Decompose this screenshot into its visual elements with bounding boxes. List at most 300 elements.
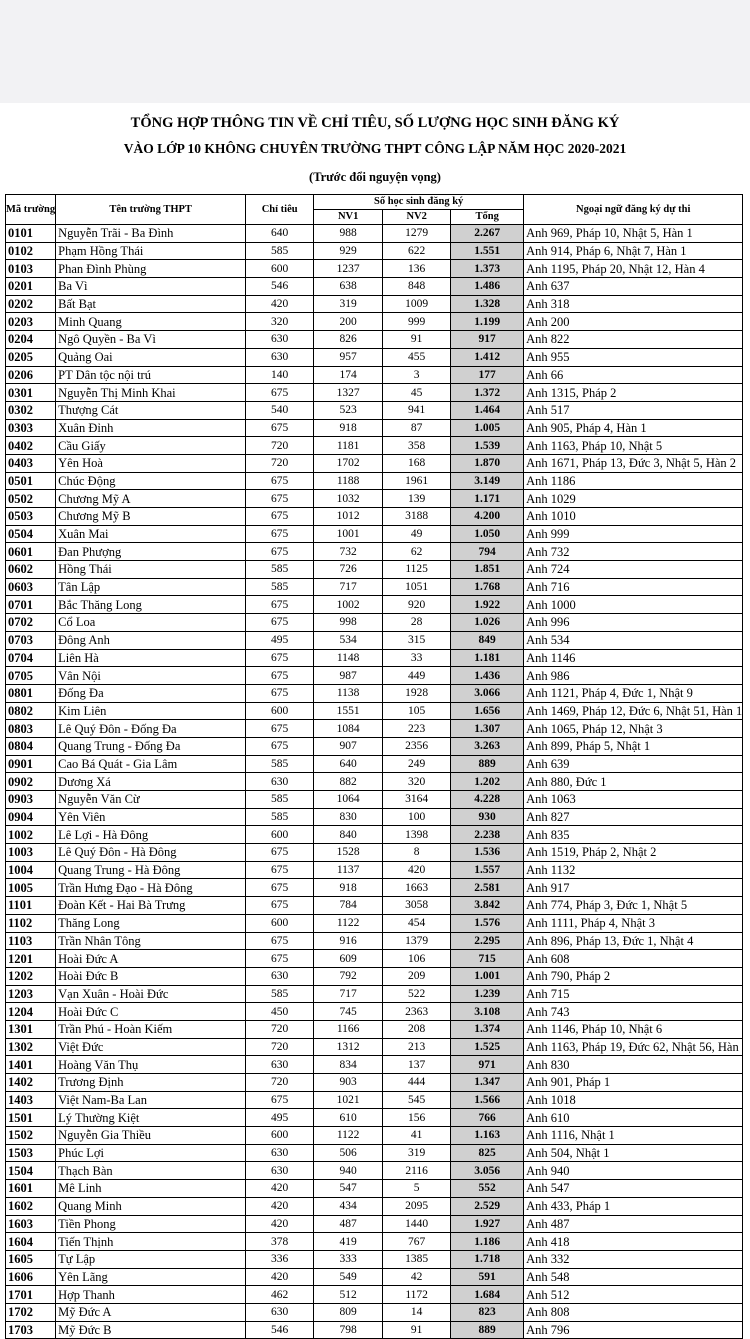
quota-value: 675	[246, 950, 314, 968]
nv2-value: 208	[383, 1020, 451, 1038]
nv2-value: 106	[383, 950, 451, 968]
enrollment-table	[5, 194, 743, 1339]
total-value: 552	[451, 1180, 524, 1198]
school-name: Đoàn Kết - Hai Bà Trưng	[56, 897, 246, 915]
nv1-value: 987	[314, 667, 383, 685]
table-row	[6, 1109, 743, 1127]
nv2-value: 2116	[383, 1162, 451, 1180]
total-value: 2.529	[451, 1197, 524, 1215]
nv1-value: 200	[314, 313, 383, 331]
nv2-value: 136	[383, 260, 451, 278]
school-name: Chúc Động	[56, 472, 246, 490]
table-row	[6, 578, 743, 596]
school-code: 0701	[6, 596, 56, 614]
school-name: Thăng Long	[56, 914, 246, 932]
school-code: 1606	[6, 1268, 56, 1286]
school-code: 0703	[6, 631, 56, 649]
school-name: Lê Quý Đôn - Hà Đông	[56, 844, 246, 862]
school-name: Tiến Thịnh	[56, 1233, 246, 1251]
school-code: 1204	[6, 1003, 56, 1021]
table-row	[6, 348, 743, 366]
school-code: 0303	[6, 419, 56, 437]
school-code: 1101	[6, 897, 56, 915]
language-value: Anh 608	[524, 950, 743, 968]
total-value: 1.551	[451, 242, 524, 260]
table-row	[6, 225, 743, 243]
school-code: 1403	[6, 1091, 56, 1109]
school-name: Yên Viên	[56, 808, 246, 826]
nv1-value: 882	[314, 773, 383, 791]
quota-value: 675	[246, 543, 314, 561]
nv1-value: 918	[314, 419, 383, 437]
quota-value: 585	[246, 791, 314, 809]
nv2-value: 3058	[383, 897, 451, 915]
language-value: Anh 830	[524, 1056, 743, 1074]
school-code: 1004	[6, 861, 56, 879]
nv2-value: 319	[383, 1144, 451, 1162]
school-code: 0702	[6, 614, 56, 632]
table-row	[6, 384, 743, 402]
quota-value: 675	[246, 897, 314, 915]
table-row	[6, 967, 743, 985]
table-row	[6, 419, 743, 437]
quota-value: 675	[246, 384, 314, 402]
school-name: Trương Định	[56, 1074, 246, 1092]
total-value: 849	[451, 631, 524, 649]
quota-value: 420	[246, 1268, 314, 1286]
language-value: Anh 743	[524, 1003, 743, 1021]
nv1-value: 1064	[314, 791, 383, 809]
language-value: Anh 512	[524, 1286, 743, 1304]
total-value: 1.870	[451, 454, 524, 472]
school-code: 0102	[6, 242, 56, 260]
school-name: Nguyễn Văn Cừ	[56, 791, 246, 809]
nv1-value: 1237	[314, 260, 383, 278]
quota-value: 675	[246, 614, 314, 632]
nv2-value: 315	[383, 631, 451, 649]
total-value: 930	[451, 808, 524, 826]
language-value: Anh 1671, Pháp 13, Đức 3, Nhật 5, Hàn 2	[524, 454, 743, 472]
school-name: Đông Anh	[56, 631, 246, 649]
nv2-value: 545	[383, 1091, 451, 1109]
language-value: Anh 1029	[524, 490, 743, 508]
language-value: Anh 1010	[524, 508, 743, 526]
nv1-value: 534	[314, 631, 383, 649]
school-name: Quang Trung - Đống Đa	[56, 737, 246, 755]
nv1-value: 1312	[314, 1038, 383, 1056]
quota-value: 675	[246, 737, 314, 755]
nv2-value: 45	[383, 384, 451, 402]
language-value: Anh 914, Pháp 6, Nhật 7, Hàn 1	[524, 242, 743, 260]
language-value: Anh 637	[524, 278, 743, 296]
language-value: Anh 504, Nhật 1	[524, 1144, 743, 1162]
nv2-value: 2356	[383, 737, 451, 755]
nv1-value: 792	[314, 967, 383, 985]
quota-value: 675	[246, 508, 314, 526]
language-value: Anh 724	[524, 561, 743, 579]
school-name: Bắc Thăng Long	[56, 596, 246, 614]
nv2-value: 3	[383, 366, 451, 384]
school-name: Mê Linh	[56, 1180, 246, 1198]
table-row	[6, 684, 743, 702]
nv2-value: 522	[383, 985, 451, 1003]
nv1-value: 903	[314, 1074, 383, 1092]
document-subtitle: (Trước đổi nguyện vọng)	[309, 170, 441, 184]
nv1-value: 547	[314, 1180, 383, 1198]
quota-value: 630	[246, 331, 314, 349]
top-bar	[0, 0, 750, 103]
school-name: Xuân Mai	[56, 525, 246, 543]
school-name: Trần Nhân Tông	[56, 932, 246, 950]
nv1-value: 1122	[314, 914, 383, 932]
total-value: 715	[451, 950, 524, 968]
school-code: 0602	[6, 561, 56, 579]
nv2-value: 455	[383, 348, 451, 366]
school-code: 1003	[6, 844, 56, 862]
school-name: Minh Quang	[56, 313, 246, 331]
nv2-value: 62	[383, 543, 451, 561]
total-value: 1.525	[451, 1038, 524, 1056]
nv1-value: 809	[314, 1303, 383, 1321]
nv1-value: 830	[314, 808, 383, 826]
table-row	[6, 1303, 743, 1321]
header-nv1: NV1	[314, 210, 383, 225]
table-row	[6, 1286, 743, 1304]
school-code: 1501	[6, 1109, 56, 1127]
quota-value: 495	[246, 1109, 314, 1127]
total-value: 766	[451, 1109, 524, 1127]
table-row	[6, 950, 743, 968]
nv1-value: 840	[314, 826, 383, 844]
nv2-value: 168	[383, 454, 451, 472]
nv1-value: 1001	[314, 525, 383, 543]
total-value: 1.436	[451, 667, 524, 685]
school-code: 0801	[6, 684, 56, 702]
total-value: 1.486	[451, 278, 524, 296]
nv2-value: 3188	[383, 508, 451, 526]
school-code: 0603	[6, 578, 56, 596]
language-value: Anh 901, Pháp 1	[524, 1074, 743, 1092]
language-value: Anh 534	[524, 631, 743, 649]
nv1-value: 907	[314, 737, 383, 755]
school-name: Dương Xá	[56, 773, 246, 791]
quota-value: 140	[246, 366, 314, 384]
nv2-value: 28	[383, 614, 451, 632]
nv2-value: 449	[383, 667, 451, 685]
total-value: 4.228	[451, 791, 524, 809]
quota-value: 420	[246, 1197, 314, 1215]
quota-value: 420	[246, 295, 314, 313]
school-name: Đan Phượng	[56, 543, 246, 561]
school-name: Tự Lập	[56, 1250, 246, 1268]
school-name: Ba Vì	[56, 278, 246, 296]
table-row	[6, 331, 743, 349]
school-code: 0501	[6, 472, 56, 490]
language-value: Anh 996	[524, 614, 743, 632]
table-row	[6, 1091, 743, 1109]
nv2-value: 249	[383, 755, 451, 773]
school-code: 1605	[6, 1250, 56, 1268]
table-row	[6, 702, 743, 720]
total-value: 591	[451, 1268, 524, 1286]
table-row	[6, 525, 743, 543]
nv1-value: 834	[314, 1056, 383, 1074]
school-name: Trần Phú - Hoàn Kiếm	[56, 1020, 246, 1038]
nv2-value: 156	[383, 1109, 451, 1127]
school-code: 1402	[6, 1074, 56, 1092]
table-row	[6, 1056, 743, 1074]
total-value: 1.199	[451, 313, 524, 331]
school-name: Phúc Lợi	[56, 1144, 246, 1162]
school-name: Quang Minh	[56, 1197, 246, 1215]
quota-value: 675	[246, 1091, 314, 1109]
total-value: 1.922	[451, 596, 524, 614]
total-value: 2.267	[451, 225, 524, 243]
school-code: 1102	[6, 914, 56, 932]
language-value: Anh 1195, Pháp 20, Nhật 12, Hàn 4	[524, 260, 743, 278]
nv2-value: 2363	[383, 1003, 451, 1021]
quota-value: 585	[246, 808, 314, 826]
total-value: 1.347	[451, 1074, 524, 1092]
school-code: 0504	[6, 525, 56, 543]
school-code: 0402	[6, 437, 56, 455]
school-code: 0803	[6, 720, 56, 738]
table-row	[6, 791, 743, 809]
quota-value: 600	[246, 826, 314, 844]
language-value: Anh 1469, Pháp 12, Đức 6, Nhật 51, Hàn 1	[524, 702, 743, 720]
table-row	[6, 720, 743, 738]
table-row	[6, 260, 743, 278]
table-row	[6, 737, 743, 755]
nv2-value: 105	[383, 702, 451, 720]
quota-value: 600	[246, 914, 314, 932]
quota-value: 462	[246, 1286, 314, 1304]
total-value: 1.464	[451, 401, 524, 419]
nv2-value: 2095	[383, 1197, 451, 1215]
table-row	[6, 454, 743, 472]
quota-value: 675	[246, 932, 314, 950]
table-row	[6, 242, 743, 260]
total-value: 823	[451, 1303, 524, 1321]
table-row	[6, 366, 743, 384]
table-row	[6, 1321, 743, 1339]
quota-value: 450	[246, 1003, 314, 1021]
table-row	[6, 1197, 743, 1215]
nv1-value: 610	[314, 1109, 383, 1127]
quota-value: 540	[246, 401, 314, 419]
table-row	[6, 985, 743, 1003]
header-code: Mã trường	[6, 195, 56, 225]
nv1-value: 549	[314, 1268, 383, 1286]
nv1-value: 1032	[314, 490, 383, 508]
quota-value: 720	[246, 1038, 314, 1056]
nv1-value: 1137	[314, 861, 383, 879]
quota-value: 336	[246, 1250, 314, 1268]
quota-value: 585	[246, 578, 314, 596]
quota-value: 675	[246, 490, 314, 508]
total-value: 1.768	[451, 578, 524, 596]
school-code: 1503	[6, 1144, 56, 1162]
school-name: Yên Hoà	[56, 454, 246, 472]
school-code: 1201	[6, 950, 56, 968]
nv1-value: 826	[314, 331, 383, 349]
nv2-value: 91	[383, 1321, 451, 1339]
language-value: Anh 547	[524, 1180, 743, 1198]
nv2-value: 33	[383, 649, 451, 667]
school-code: 0901	[6, 755, 56, 773]
quota-value: 640	[246, 225, 314, 243]
language-value: Anh 790, Pháp 2	[524, 967, 743, 985]
total-value: 1.181	[451, 649, 524, 667]
language-value: Anh 332	[524, 1250, 743, 1268]
nv1-value: 1528	[314, 844, 383, 862]
total-value: 3.263	[451, 737, 524, 755]
quota-value: 675	[246, 844, 314, 862]
table-row	[6, 278, 743, 296]
school-name: Hợp Thanh	[56, 1286, 246, 1304]
quota-value: 600	[246, 1127, 314, 1145]
table-row	[6, 1268, 743, 1286]
language-value: Anh 318	[524, 295, 743, 313]
table-row	[6, 879, 743, 897]
language-value: Anh 796	[524, 1321, 743, 1339]
table-row	[6, 914, 743, 932]
quota-value: 585	[246, 242, 314, 260]
language-value: Anh 1000	[524, 596, 743, 614]
school-name: Cao Bá Quát - Gia Lâm	[56, 755, 246, 773]
language-value: Anh 835	[524, 826, 743, 844]
school-name: Nguyễn Trãi - Ba Đình	[56, 225, 246, 243]
quota-value: 675	[246, 684, 314, 702]
school-code: 0904	[6, 808, 56, 826]
language-value: Anh 827	[524, 808, 743, 826]
document-title-line-2: VÀO LỚP 10 KHÔNG CHUYÊN TRƯỜNG THPT CÔNG LẬP NĂM HỌC 2020-2021	[123, 141, 627, 156]
school-name: Thạch Bàn	[56, 1162, 246, 1180]
school-name: Lê Quý Đôn - Đống Đa	[56, 720, 246, 738]
school-name: Mỹ Đức B	[56, 1321, 246, 1339]
school-code: 1002	[6, 826, 56, 844]
school-name: Trần Hưng Đạo - Hà Đông	[56, 879, 246, 897]
total-value: 3.149	[451, 472, 524, 490]
school-name: Chương Mỹ A	[56, 490, 246, 508]
table-row	[6, 596, 743, 614]
total-value: 2.238	[451, 826, 524, 844]
header-school-name: Tên trường THPT	[56, 195, 246, 225]
nv2-value: 1172	[383, 1286, 451, 1304]
quota-value: 675	[246, 419, 314, 437]
nv2-value: 1051	[383, 578, 451, 596]
language-value: Anh 487	[524, 1215, 743, 1233]
nv1-value: 1188	[314, 472, 383, 490]
total-value: 2.581	[451, 879, 524, 897]
nv2-value: 767	[383, 1233, 451, 1251]
table-row	[6, 1180, 743, 1198]
school-name: Lê Lợi - Hà Đông	[56, 826, 246, 844]
language-value: Anh 896, Pháp 13, Đức 1, Nhật 4	[524, 932, 743, 950]
language-value: Anh 1065, Pháp 12, Nhật 3	[524, 720, 743, 738]
school-code: 0206	[6, 366, 56, 384]
nv2-value: 358	[383, 437, 451, 455]
table-row	[6, 437, 743, 455]
table-row	[6, 1162, 743, 1180]
nv1-value: 1702	[314, 454, 383, 472]
language-value: Anh 1163, Pháp 10, Nhật 5	[524, 437, 743, 455]
header-total: Tổng	[451, 210, 524, 225]
total-value: 1.374	[451, 1020, 524, 1038]
total-value: 1.412	[451, 348, 524, 366]
total-value: 1.684	[451, 1286, 524, 1304]
total-value: 1.656	[451, 702, 524, 720]
table-row	[6, 1250, 743, 1268]
quota-value: 675	[246, 667, 314, 685]
school-code: 1504	[6, 1162, 56, 1180]
nv1-value: 988	[314, 225, 383, 243]
total-value: 1.005	[451, 419, 524, 437]
school-name: Cầu Giấy	[56, 437, 246, 455]
quota-value: 675	[246, 649, 314, 667]
nv1-value: 957	[314, 348, 383, 366]
school-code: 1103	[6, 932, 56, 950]
header-nv2: NV2	[383, 210, 451, 225]
school-code: 1601	[6, 1180, 56, 1198]
table-row	[6, 631, 743, 649]
quota-value: 630	[246, 1303, 314, 1321]
language-value: Anh 808	[524, 1303, 743, 1321]
nv2-value: 454	[383, 914, 451, 932]
nv2-value: 1125	[383, 561, 451, 579]
total-value: 1.373	[451, 260, 524, 278]
total-value: 177	[451, 366, 524, 384]
total-value: 1.202	[451, 773, 524, 791]
nv1-value: 1138	[314, 684, 383, 702]
nv2-value: 622	[383, 242, 451, 260]
quota-value: 675	[246, 596, 314, 614]
nv2-value: 8	[383, 844, 451, 862]
school-name: Hoài Đức C	[56, 1003, 246, 1021]
school-code: 1502	[6, 1127, 56, 1145]
nv1-value: 319	[314, 295, 383, 313]
school-code: 1701	[6, 1286, 56, 1304]
total-value: 2.295	[451, 932, 524, 950]
total-value: 794	[451, 543, 524, 561]
language-value: Anh 986	[524, 667, 743, 685]
quota-value: 630	[246, 348, 314, 366]
nv1-value: 487	[314, 1215, 383, 1233]
table-row	[6, 755, 743, 773]
nv1-value: 640	[314, 755, 383, 773]
nv1-value: 916	[314, 932, 383, 950]
school-name: Phạm Hồng Thái	[56, 242, 246, 260]
school-code: 1202	[6, 967, 56, 985]
nv1-value: 726	[314, 561, 383, 579]
school-code: 0601	[6, 543, 56, 561]
quota-value: 720	[246, 454, 314, 472]
language-value: Anh 1519, Pháp 2, Nhật 2	[524, 844, 743, 862]
total-value: 3.842	[451, 897, 524, 915]
nv2-value: 1928	[383, 684, 451, 702]
header-quota: Chỉ tiêu	[246, 195, 314, 225]
nv1-value: 609	[314, 950, 383, 968]
school-code: 0205	[6, 348, 56, 366]
table-row	[6, 897, 743, 915]
quota-value: 630	[246, 1144, 314, 1162]
nv2-value: 1663	[383, 879, 451, 897]
nv1-value: 929	[314, 242, 383, 260]
table-row	[6, 1003, 743, 1021]
quota-value: 630	[246, 967, 314, 985]
nv2-value: 320	[383, 773, 451, 791]
nv2-value: 100	[383, 808, 451, 826]
